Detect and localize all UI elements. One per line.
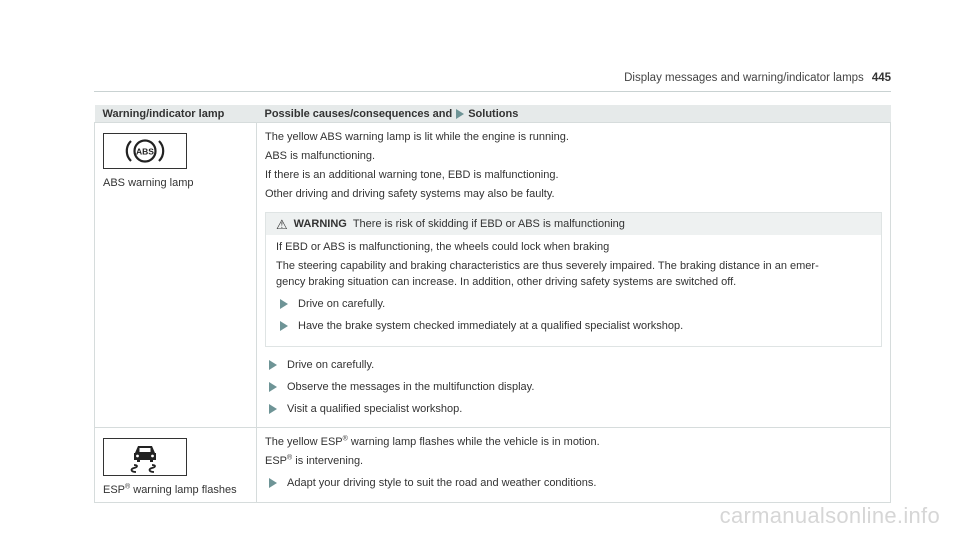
arrow-icon xyxy=(269,360,277,370)
warning-step xyxy=(280,296,871,312)
esp-name: ESP xyxy=(265,455,288,467)
esp-step xyxy=(269,475,882,491)
abs-step xyxy=(269,379,882,395)
abs-description-cell xyxy=(257,123,891,428)
page-header xyxy=(624,72,891,84)
esp-line2-suffix: is intervening. xyxy=(292,455,364,467)
abs-lamp-icon xyxy=(103,133,187,169)
warning-lamp-table xyxy=(94,105,891,503)
abs-icon xyxy=(120,136,170,166)
esp-description-cell xyxy=(257,428,891,503)
arrow-icon xyxy=(269,478,277,488)
page-number: 445 xyxy=(871,72,891,84)
header-lamp: Warning/indicator lamp xyxy=(95,105,257,123)
abs-step-text: Drive on carefully. xyxy=(287,359,375,371)
table-header-row xyxy=(95,105,891,123)
abs-lamp-cell xyxy=(95,123,257,428)
esp-line1-prefix: The yellow ESP xyxy=(265,436,343,448)
table-row-esp xyxy=(95,428,891,503)
registered-mark: ® xyxy=(342,435,348,443)
abs-step-text: Visit a qualified specialist workshop. xyxy=(287,403,463,415)
abs-step xyxy=(269,357,882,373)
registered-mark: ® xyxy=(125,483,131,491)
header-causes-label: Possible causes/consequences and xyxy=(264,107,453,120)
abs-line: The yellow ABS warning lamp is lit while the engine is running. xyxy=(265,131,569,143)
esp-name: ESP xyxy=(103,484,126,496)
warning-title: There is risk of skidding if EBD or ABS is malfunctioning xyxy=(352,218,625,230)
warning-box xyxy=(265,212,882,347)
warning-step-text: Have the brake system checked immediately at a qualified specialist workshop. xyxy=(298,320,684,332)
esp-lamp-label-suffix: warning lamp flashes xyxy=(130,484,237,496)
abs-step xyxy=(269,401,882,417)
esp-line xyxy=(265,453,882,469)
arrow-icon xyxy=(280,299,288,309)
abs-line: Other driving and driving safety systems may also be faulty. xyxy=(265,188,555,200)
esp-lamp-cell xyxy=(95,428,257,503)
warning-triangle-icon: ⚠ xyxy=(276,216,288,232)
abs-lamp-label: ABS warning lamp xyxy=(103,177,194,189)
registered-mark: ® xyxy=(287,454,293,462)
abs-line: ABS is malfunctioning. xyxy=(265,150,376,162)
header-divider xyxy=(94,91,891,92)
header-solutions-label: Solutions xyxy=(468,107,519,120)
warning-body xyxy=(266,235,881,346)
warning-step-text: Drive on carefully. xyxy=(298,298,386,310)
abs-line: If there is an additional warning tone, EBD is malfunctioning. xyxy=(265,169,559,181)
header-title: Display messages and warning/indicator lamps xyxy=(624,72,864,84)
warning-step xyxy=(280,318,871,334)
table-row-abs xyxy=(95,123,891,428)
warning-header xyxy=(266,213,881,235)
warning-line: If EBD or ABS is malfunctioning, the wheels could lock when braking xyxy=(276,241,610,253)
warning-line: gency braking situation can increase. In addition, other driving safety systems are switched off. xyxy=(276,276,737,288)
abs-step-text: Observe the messages in the multifunction display. xyxy=(287,381,535,393)
arrow-icon xyxy=(269,382,277,392)
esp-lamp-icon xyxy=(103,438,187,476)
header-causes xyxy=(257,105,891,123)
warning-label: WARNING xyxy=(293,218,347,230)
arrow-icon xyxy=(280,321,288,331)
esp-skidding-car-icon xyxy=(125,440,165,474)
esp-lamp-label xyxy=(103,482,248,498)
esp-line xyxy=(265,434,882,450)
esp-line1-suffix: warning lamp flashes while the vehicle is in motion. xyxy=(347,436,600,448)
watermark: carmanualsonline.info xyxy=(719,503,940,528)
arrow-icon xyxy=(269,404,277,414)
arrow-icon xyxy=(456,109,464,119)
abs-icon-text: ABS xyxy=(136,146,154,157)
esp-step-text: Adapt your driving style to suit the road and weather conditions. xyxy=(287,477,597,489)
warning-line: The steering capability and braking characteristics are thus severely impaired. The braking distance in an emer- xyxy=(276,260,819,272)
